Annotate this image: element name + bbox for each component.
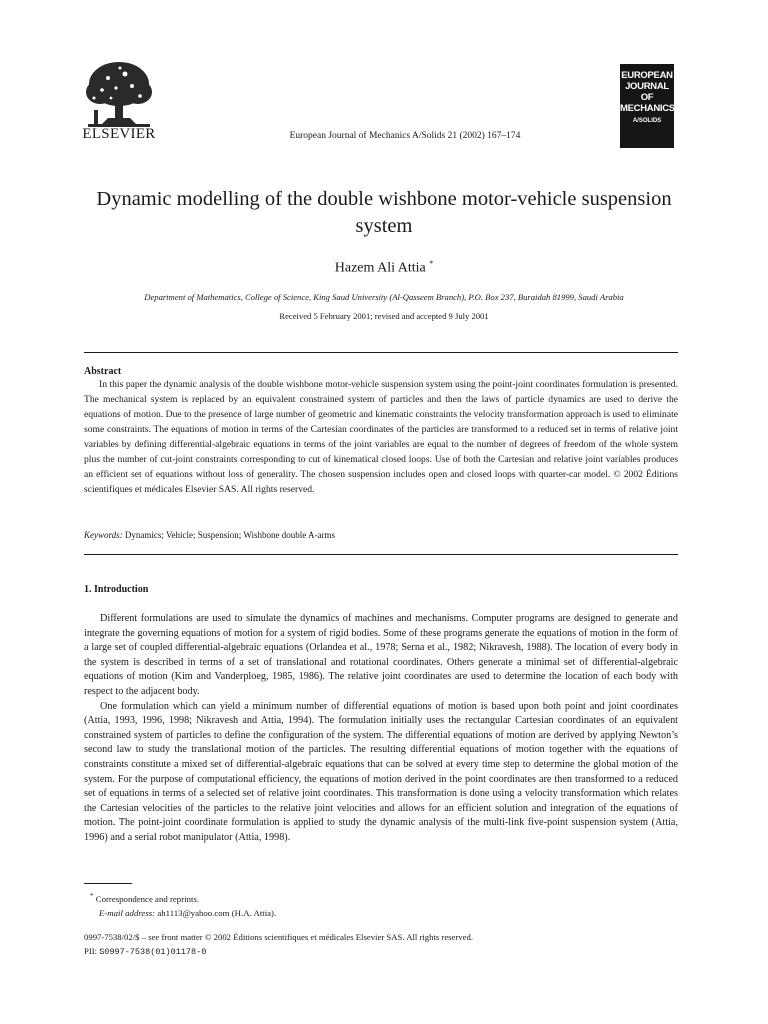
pii-line	[84, 944, 678, 959]
abstract-top-rule	[84, 352, 678, 353]
intro-paragraph-1: Different formulations are used to simulate the dynamics of machines and mechanisms. Computer programs are designed to generate and integrate the governing equations of motion for a system of rigid bodies. Some of these programs generate the equations of motion in the form of a large set of coupled differential-algebraic equations (Orlandea et al., 1978; Serna et al., 1982; Nikravesh, 1988). The location of every body in the system is described in terms of a set of translational and rotational coordinates. Others generate a minimal set of differential-algebraic equations of motion (Kim and Vanderploeg, 1985, 1986). The relative joint coordinates are used to determine the location of each body with respect to the adjacent body.	[84, 613, 678, 697]
pii-label: PII:	[84, 946, 98, 956]
cover-line-1: EUROPEAN	[621, 70, 673, 81]
author-line	[84, 259, 684, 277]
article-title: Dynamic modelling of the double wishbone motor-vehicle suspension system	[96, 188, 672, 237]
footnote-text: Correspondence and reprints.	[95, 893, 200, 904]
received-dates: Received 5 February 2001; revised and accepted 9 July 2001	[279, 311, 489, 321]
abstract-heading: Abstract	[84, 366, 122, 377]
keywords-label: Keywords:	[84, 530, 123, 540]
footnote-email-line	[90, 906, 276, 921]
copyright-line: 0997-7538/02/$ – see front matter © 2002 Éditions scientifiques et médicales Elsevier SAS. All rights reserved.	[84, 932, 474, 942]
email-label: E-mail address:	[99, 908, 156, 919]
publisher-name: ELSEVIER	[82, 126, 156, 142]
section-heading-introduction: 1. Introduction	[84, 584, 149, 595]
abstract-bottom-rule	[84, 554, 678, 555]
footnote-correspondence	[90, 889, 276, 906]
footnote-rule	[84, 883, 132, 884]
footnote-mark: *	[90, 892, 94, 900]
pii-value: S0997-7538(01)01178-0	[99, 947, 207, 957]
author-affiliation: Department of Mathematics, College of Science, King Saud University (Al-Qasseem Branch), P.O. Box 237, Buraidah 81999, Saudi Arabia	[144, 292, 624, 302]
author-footnote-mark[interactable]: *	[429, 259, 434, 268]
intro-paragraph-2: One formulation which can yield a minimum number of differential equations of motion is based upon both point and joint coordinates (Attia, 1993, 1996, 1998; Nikravesh and Attia, 1994). The formulation initially uses the rectangular Cartesian coordinates of an equivalent constrained system of particles to define the configuration of the system. The differential equations of motion are derived by applying Newton’s second law to study the translational motion of the particles. The resulting differential equations of motion together with the equations of constraints constitute a mixed set of differential-algebraic equations that can be solved at every time step to determine the global motion of the system. For the purpose of computational efficiency, the equations of motion derived in the point coordinates are then transformed to a reduced set of equations in terms of a selected set of relative joint coordinates. This transformation is done using a velocity transformation which relates the Cartesian velocities of the particles to the relative joint velocities and allows for an efficient solution and integration of the equations of motion. The point-joint coordinate formulation is applied to study the dynamic analysis of the multi-link five-point suspension system (Attia, 1996) and a serial robot manipulator (Attia, 1998).	[84, 700, 678, 843]
abstract-text: In this paper the dynamic analysis of the double wishbone motor-vehicle suspension system using the point-joint coordinates formulation is presented. The mechanical system is replaced by an equivalent constrained system of particles and then the laws of particle dynamics are used to derive the equations of motion. Due to the presence of large number of geometric and kinematic constraints the velocity transformation approach is used to eliminate some constraints. The equations of motion in terms of the Cartesian coordinates of the particles are transformed to a reduced set in terms of relative joint variables by defining differential-algebraic equations in terms of the joint variables are equal to the number of degrees of freedom of the whole system plus the number of cut-joint constraints corresponding to cut of kinematical closed loops. Use of both the Cartesian and relative joint variables produces an efficient set of equations without loss of generality. The chosen suspension includes open and closed loops with quarter-car model. © 2002 Éditions scientifiques et médicales Elsevier SAS. All rights reserved.	[84, 379, 678, 495]
cover-line-2: JOURNAL OF	[625, 81, 669, 103]
footnote	[90, 889, 276, 921]
keywords-line	[84, 530, 678, 540]
cover-line-4: A/SOLIDS	[632, 118, 662, 124]
journal-cover-logo	[620, 64, 674, 148]
email-address[interactable]: ah1113@yahoo.com (H.A. Attia).	[157, 908, 277, 919]
journal-citation: European Journal of Mechanics A/Solids 21 (2002) 167–174	[289, 131, 521, 141]
keywords-list: Dynamics; Vehicle; Suspension; Wishbone double A-arms	[124, 530, 335, 540]
front-matter	[84, 930, 678, 959]
cover-line-3: MECHANICS	[620, 103, 675, 114]
introduction-body	[84, 612, 678, 846]
author-name: Hazem Ali Attia	[334, 260, 426, 276]
